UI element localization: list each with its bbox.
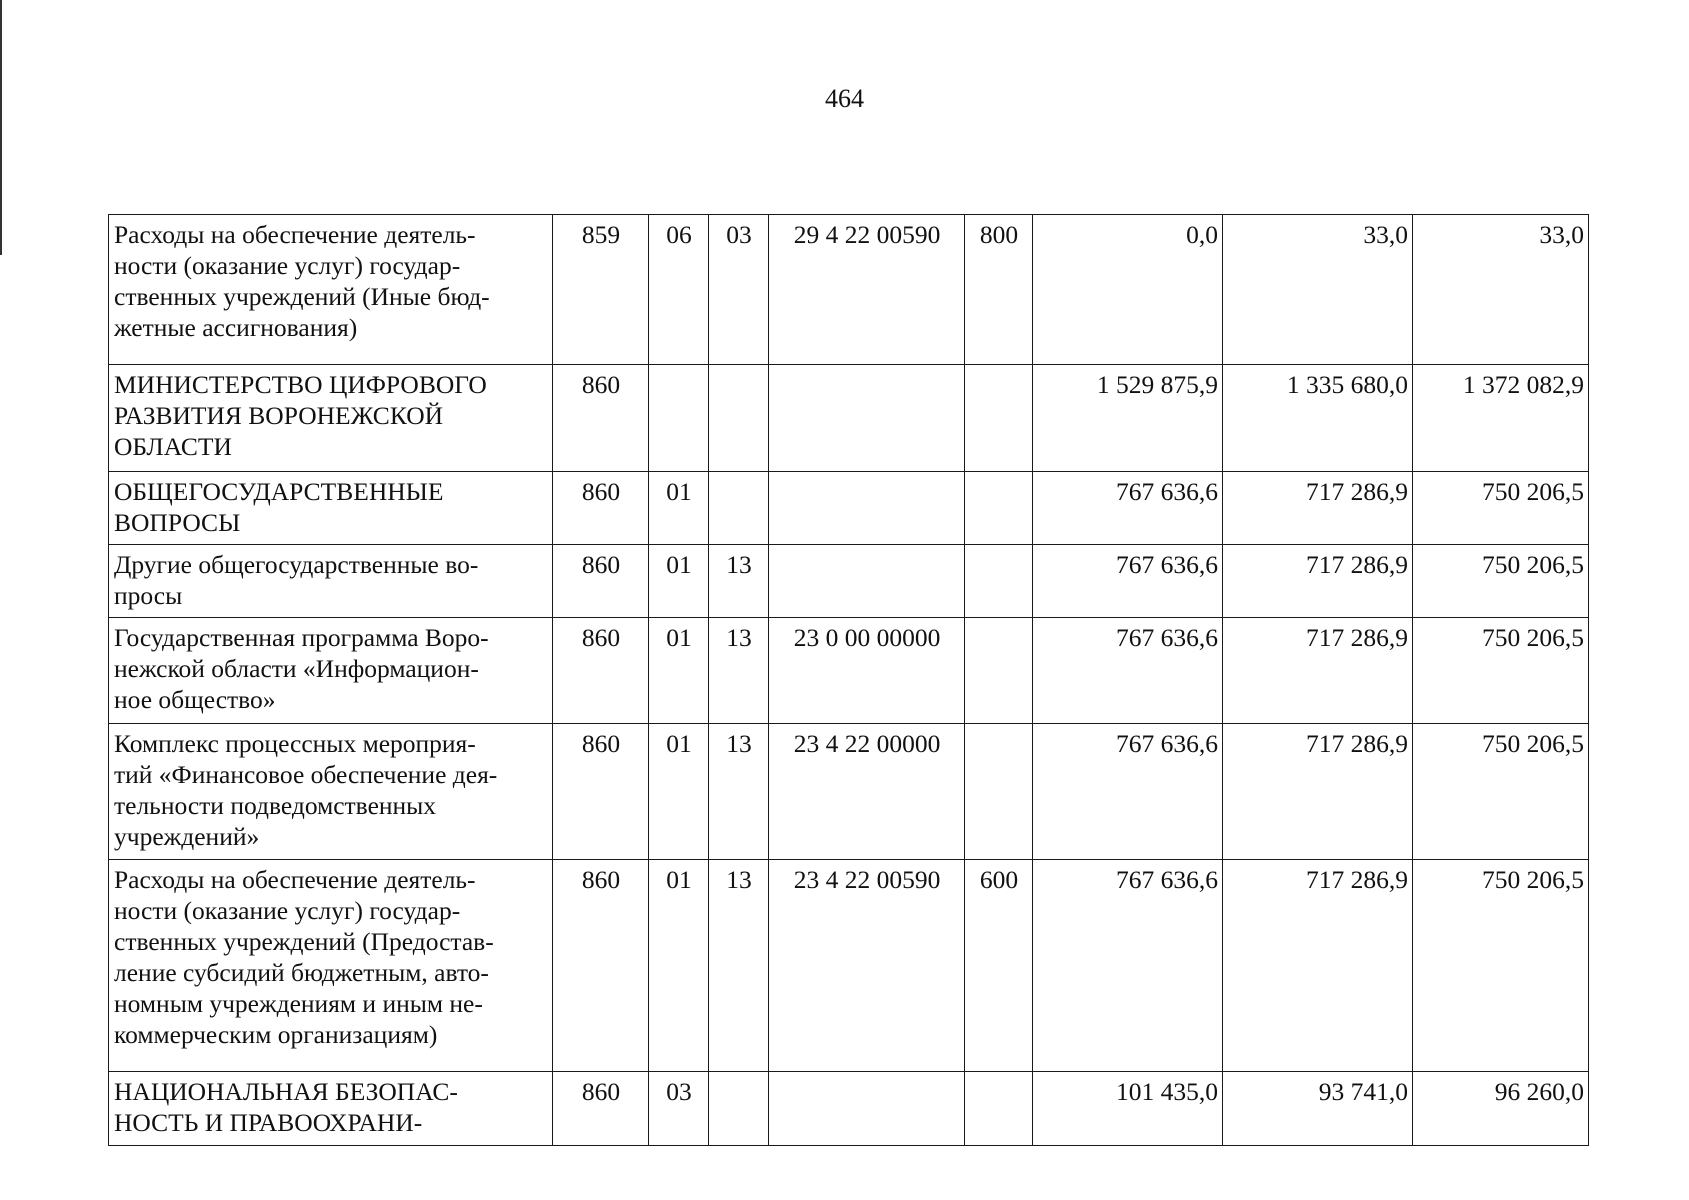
- grbs-code-cell: 860: [553, 1072, 649, 1146]
- grbs-code-cell: 860: [553, 724, 649, 860]
- target-article-cell: 23 4 22 00000: [769, 724, 965, 860]
- subsection-code-cell: 13: [709, 860, 769, 1072]
- expense-type-cell: [965, 618, 1033, 724]
- table-row: [109, 365, 1589, 472]
- amount-year-2-cell: 93 741,0: [1223, 1072, 1413, 1146]
- amount-year-1-cell: 767 636,6: [1033, 472, 1223, 545]
- table-row: [109, 545, 1589, 618]
- amount-year-3-cell: 1 372 082,9: [1413, 365, 1589, 472]
- scan-edge-line: [0, 0, 2, 255]
- amount-year-1-cell: 0,0: [1033, 215, 1223, 365]
- section-code-cell: 01: [649, 860, 709, 1072]
- expense-type-cell: [965, 365, 1033, 472]
- table-row: [109, 1072, 1589, 1146]
- subsection-code-cell: 13: [709, 618, 769, 724]
- expense-type-cell: 600: [965, 860, 1033, 1072]
- amount-year-2-cell: 717 286,9: [1223, 860, 1413, 1072]
- section-code-cell: 01: [649, 618, 709, 724]
- table-row: [109, 215, 1589, 365]
- amount-year-1-cell: 767 636,6: [1033, 860, 1223, 1072]
- grbs-code-cell: 860: [553, 365, 649, 472]
- amount-year-2-cell: 717 286,9: [1223, 618, 1413, 724]
- expense-type-cell: 800: [965, 215, 1033, 365]
- expense-name-cell: Другие общегосударственные во- просы: [109, 545, 553, 618]
- expense-name-cell: Расходы на обеспечение деятель- ности (оказание услуг) государ- ственных учреждений (Иные бюд- жетные ассигнования): [109, 215, 553, 365]
- amount-year-3-cell: 750 206,5: [1413, 618, 1589, 724]
- subsection-code-cell: [709, 472, 769, 545]
- subsection-code-cell: [709, 1072, 769, 1146]
- amount-year-2-cell: 33,0: [1223, 215, 1413, 365]
- grbs-code-cell: 860: [553, 545, 649, 618]
- expense-name-cell: МИНИСТЕРСТВО ЦИФРОВОГО РАЗВИТИЯ ВОРОНЕЖСКОЙ ОБЛАСТИ: [109, 365, 553, 472]
- budget-table-body: [109, 215, 1589, 1146]
- expense-type-cell: [965, 1072, 1033, 1146]
- expense-name-cell: НАЦИОНАЛЬНАЯ БЕЗОПАС- НОСТЬ И ПРАВООХРАНИ-: [109, 1072, 553, 1146]
- subsection-code-cell: 13: [709, 724, 769, 860]
- amount-year-1-cell: 1 529 875,9: [1033, 365, 1223, 472]
- table-row: [109, 472, 1589, 545]
- expense-name-cell: Расходы на обеспечение деятель- ности (оказание услуг) государ- ственных учреждений (Предостав- ление субсидий бюджетным, авто- номным учреждениям и иным не- коммерческим организациям): [109, 860, 553, 1072]
- expense-name-cell: ОБЩЕГОСУДАРСТВЕННЫЕ ВОПРОСЫ: [109, 472, 553, 545]
- target-article-cell: [769, 545, 965, 618]
- table-row: [109, 860, 1589, 1072]
- amount-year-1-cell: 767 636,6: [1033, 724, 1223, 860]
- subsection-code-cell: 13: [709, 545, 769, 618]
- target-article-cell: 23 4 22 00590: [769, 860, 965, 1072]
- target-article-cell: 29 4 22 00590: [769, 215, 965, 365]
- amount-year-3-cell: 750 206,5: [1413, 860, 1589, 1072]
- amount-year-3-cell: 33,0: [1413, 215, 1589, 365]
- amount-year-2-cell: 1 335 680,0: [1223, 365, 1413, 472]
- expense-name-cell: Государственная программа Воро- нежской области «Информацион- ное общество»: [109, 618, 553, 724]
- section-code-cell: [649, 365, 709, 472]
- amount-year-3-cell: 750 206,5: [1413, 472, 1589, 545]
- grbs-code-cell: 860: [553, 860, 649, 1072]
- amount-year-2-cell: 717 286,9: [1223, 472, 1413, 545]
- target-article-cell: 23 0 00 00000: [769, 618, 965, 724]
- amount-year-1-cell: 101 435,0: [1033, 1072, 1223, 1146]
- table-row: [109, 724, 1589, 860]
- expense-name-cell: Комплекс процессных мероприя- тий «Финансовое обеспечение дея- тельности подведомственных учреждений»: [109, 724, 553, 860]
- expense-type-cell: [965, 472, 1033, 545]
- amount-year-2-cell: 717 286,9: [1223, 724, 1413, 860]
- amount-year-3-cell: 750 206,5: [1413, 545, 1589, 618]
- grbs-code-cell: 859: [553, 215, 649, 365]
- budget-table: [108, 214, 1589, 1146]
- section-code-cell: 01: [649, 472, 709, 545]
- amount-year-2-cell: 717 286,9: [1223, 545, 1413, 618]
- amount-year-1-cell: 767 636,6: [1033, 618, 1223, 724]
- subsection-code-cell: [709, 365, 769, 472]
- section-code-cell: 01: [649, 724, 709, 860]
- section-code-cell: 01: [649, 545, 709, 618]
- grbs-code-cell: 860: [553, 472, 649, 545]
- subsection-code-cell: 03: [709, 215, 769, 365]
- section-code-cell: 06: [649, 215, 709, 365]
- amount-year-1-cell: 767 636,6: [1033, 545, 1223, 618]
- amount-year-3-cell: 96 260,0: [1413, 1072, 1589, 1146]
- target-article-cell: [769, 472, 965, 545]
- section-code-cell: 03: [649, 1072, 709, 1146]
- target-article-cell: [769, 1072, 965, 1146]
- grbs-code-cell: 860: [553, 618, 649, 724]
- amount-year-3-cell: 750 206,5: [1413, 724, 1589, 860]
- expense-type-cell: [965, 724, 1033, 860]
- table-row: [109, 618, 1589, 724]
- expense-type-cell: [965, 545, 1033, 618]
- target-article-cell: [769, 365, 965, 472]
- page-number: 464: [825, 84, 864, 113]
